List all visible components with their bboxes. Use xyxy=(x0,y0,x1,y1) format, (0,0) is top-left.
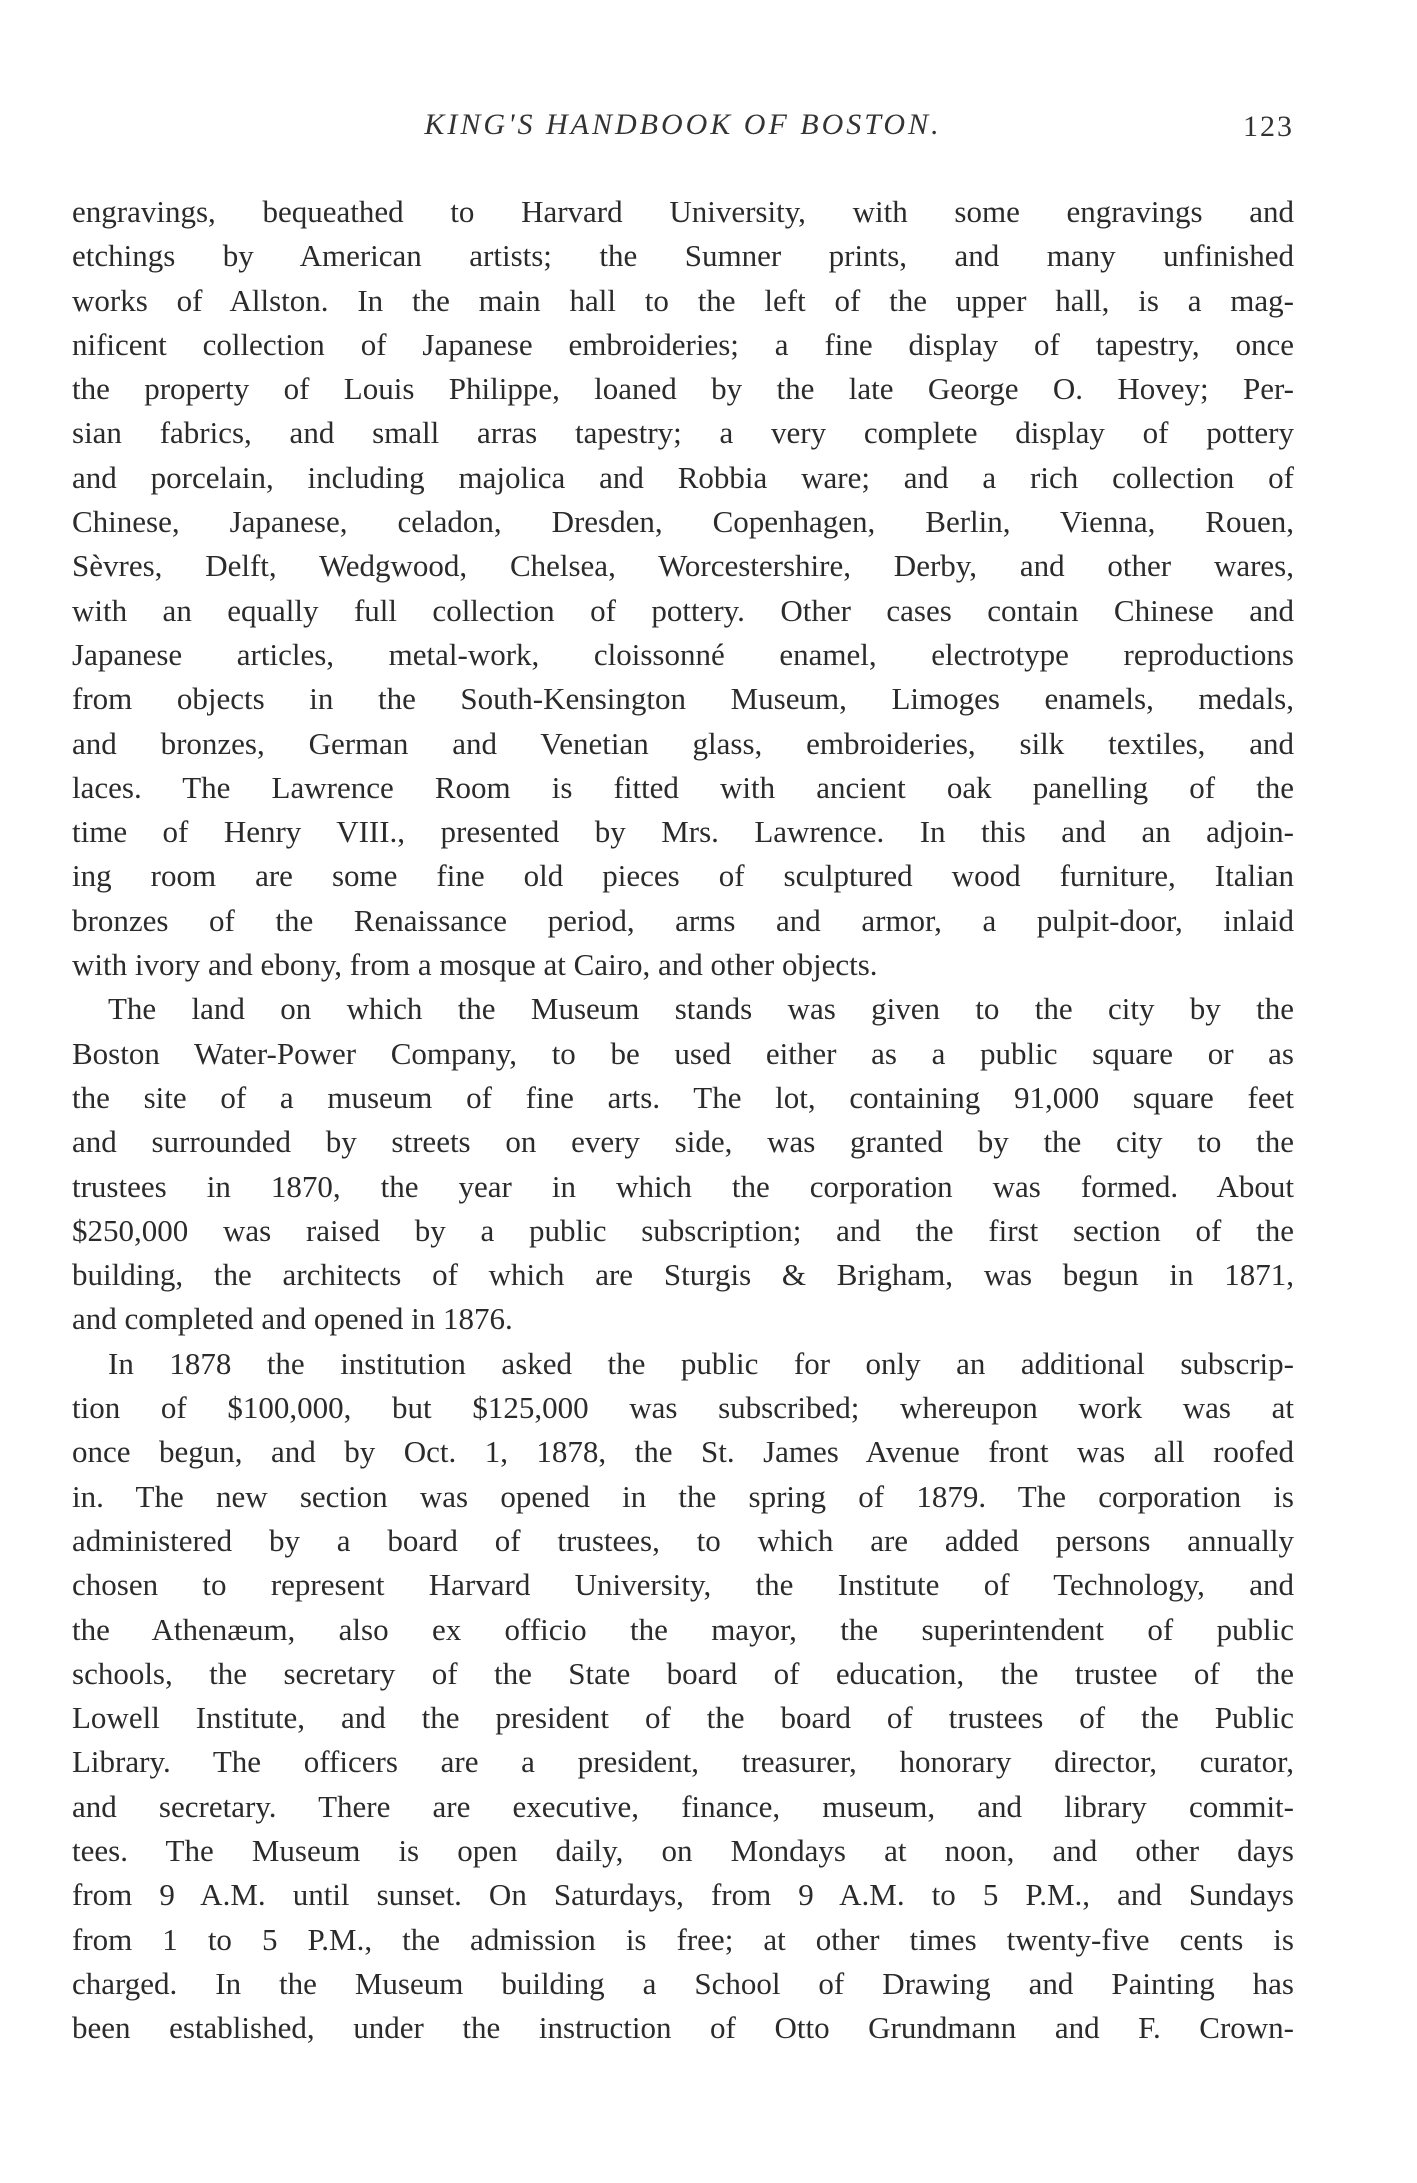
text-line: Chinese, Japanese, celadon, Dresden, Copenhagen, Berlin, Vienna, Rouen, xyxy=(72,504,1294,540)
text-line: nificent collection of Japanese embroideries; a fine display of tapestry, once xyxy=(72,326,1294,362)
text-line: $250,000 was raised by a public subscription; and the first section of the xyxy=(72,1212,1294,1248)
text-line: the site of a museum of fine arts. The lot, containing 91,000 square feet xyxy=(72,1079,1294,1115)
text-line: the Athenæum, also ex officio the mayor, the superintendent of public xyxy=(72,1611,1294,1647)
text-line: tees. The Museum is open daily, on Mondays at noon, and other days xyxy=(72,1832,1294,1868)
body-text xyxy=(72,190,1294,2050)
text-line: etchings by American artists; the Sumner prints, and many unfinished xyxy=(72,238,1294,274)
text-line: once begun, and by Oct. 1, 1878, the St. James Avenue front was all roofed xyxy=(72,1434,1294,1470)
text-line: and porcelain, including majolica and Robbia ware; and a rich collection of xyxy=(72,459,1294,495)
text-line: In 1878 the institution asked the public for only an additional subscrip- xyxy=(108,1345,1294,1381)
text-line: Boston Water-Power Company, to be used either as a public square or as xyxy=(72,1035,1294,1071)
text-line: in. The new section was opened in the spring of 1879. The corporation is xyxy=(72,1478,1294,1514)
text-line: Library. The officers are a president, treasurer, honorary director, curator, xyxy=(72,1744,1294,1780)
text-line: chosen to represent Harvard University, the Institute of Technology, and xyxy=(72,1567,1294,1603)
text-line: works of Allston. In the main hall to the left of the upper hall, is a mag- xyxy=(72,282,1294,318)
text-line: sian fabrics, and small arras tapestry; a very complete display of pottery xyxy=(72,415,1294,451)
text-line: charged. In the Museum building a School of Drawing and Painting has xyxy=(72,1965,1294,2001)
text-line: Japanese articles, metal-work, cloissonné enamel, electrotype reproductions xyxy=(72,636,1294,672)
text-line: and surrounded by streets on every side, was granted by the city to the xyxy=(72,1124,1294,1160)
text-line: engravings, bequeathed to Harvard University, with some engravings and xyxy=(72,194,1294,229)
text-line: trustees in 1870, the year in which the corporation was formed. About xyxy=(72,1168,1294,1204)
book-page xyxy=(72,0,1294,2183)
text-line: tion of $100,000, but $125,000 was subscribed; whereupon work was at xyxy=(72,1390,1294,1426)
text-line: from 9 A.M. until sunset. On Saturdays, from 9 A.M. to 5 P.M., and Sundays xyxy=(72,1877,1294,1913)
text-line: and bronzes, German and Venetian glass, embroideries, silk textiles, and xyxy=(72,725,1294,761)
text-line: with ivory and ebony, from a mosque at Cairo, and other objects. xyxy=(72,947,878,983)
text-line: building, the architects of which are Sturgis & Brigham, was begun in 1871, xyxy=(72,1257,1294,1293)
running-head xyxy=(72,108,1294,152)
text-line: the property of Louis Philippe, loaned by the late George O. Hovey; Per- xyxy=(72,371,1294,407)
text-line: laces. The Lawrence Room is fitted with ancient oak panelling of the xyxy=(72,769,1294,805)
text-line: administered by a board of trustees, to which are added persons annually xyxy=(72,1522,1294,1558)
page-number: 123 xyxy=(1243,110,1294,143)
text-line: The land on which the Museum stands was given to the city by the xyxy=(108,991,1294,1027)
text-line: bronzes of the Renaissance period, arms and armor, a pulpit-door, inlaid xyxy=(72,902,1294,938)
text-line: been established, under the instruction of Otto Grundmann and F. Crown- xyxy=(72,2010,1294,2046)
text-line: from objects in the South-Kensington Museum, Limoges enamels, medals, xyxy=(72,681,1294,717)
text-line: and completed and opened in 1876. xyxy=(72,1301,513,1337)
running-title: KING'S HANDBOOK OF BOSTON. xyxy=(424,108,942,141)
text-line: Lowell Institute, and the president of the board of trustees of the Public xyxy=(72,1700,1294,1736)
text-line: Sèvres, Delft, Wedgwood, Chelsea, Worcestershire, Derby, and other wares, xyxy=(72,548,1294,584)
text-line: from 1 to 5 P.M., the admission is free; at other times twenty-five cents is xyxy=(72,1921,1294,1957)
text-line: time of Henry VIII., presented by Mrs. Lawrence. In this and an adjoin- xyxy=(72,814,1294,850)
text-line: with an equally full collection of pottery. Other cases contain Chinese and xyxy=(72,592,1294,628)
text-line: schools, the secretary of the State board of education, the trustee of the xyxy=(72,1655,1294,1691)
text-line: ing room are some fine old pieces of sculptured wood furniture, Italian xyxy=(72,858,1294,894)
text-line: and secretary. There are executive, finance, museum, and library commit- xyxy=(72,1788,1294,1824)
